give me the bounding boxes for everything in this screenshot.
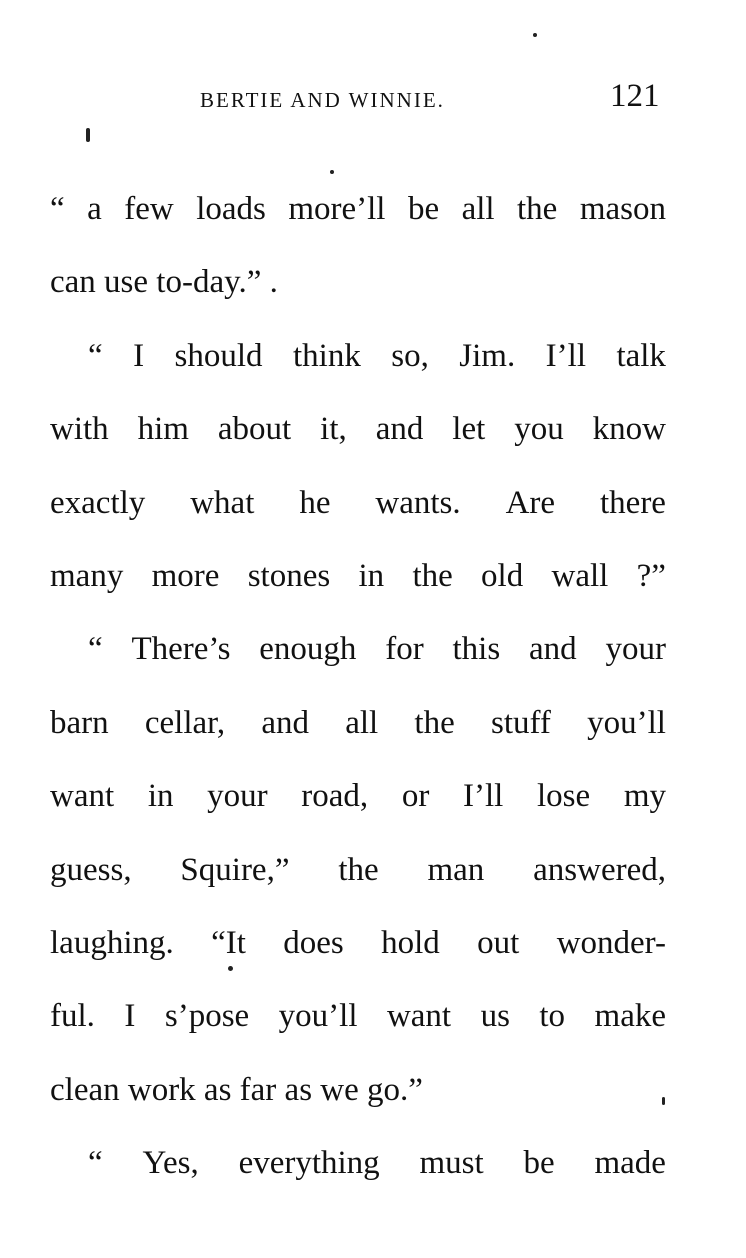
print-speck bbox=[330, 170, 334, 174]
text-line: guess, Squire,” the man answered, bbox=[50, 851, 666, 888]
text-line: laughing. “It does hold out wonder- bbox=[50, 924, 666, 961]
running-head: BERTIE AND WINNIE. bbox=[200, 88, 445, 112]
text-line: “ I should think so, Jim. I’ll talk bbox=[88, 337, 666, 374]
text-line: clean work as far as we go.” bbox=[50, 1071, 423, 1108]
print-speck bbox=[533, 33, 537, 37]
text-line: “ There’s enough for this and your bbox=[88, 631, 666, 668]
text-line: want in your road, or I’ll lose my bbox=[50, 778, 666, 815]
print-speck bbox=[662, 1097, 665, 1105]
text-line: can use to-day.” . bbox=[50, 264, 278, 301]
text-line: barn cellar, and all the stuff you’ll bbox=[50, 704, 666, 741]
page-number: 121 bbox=[610, 78, 660, 114]
text-line: with him about it, and let you know bbox=[50, 411, 666, 448]
text-line: exactly what he wants. Are there bbox=[50, 484, 666, 521]
print-speck bbox=[86, 128, 90, 142]
text-line: “ Yes, everything must be made bbox=[88, 1145, 666, 1182]
text-line: “ a few loads more’ll be all the mason bbox=[50, 191, 666, 227]
body-text bbox=[50, 182, 666, 1209]
print-speck bbox=[228, 966, 233, 971]
text-line: many more stones in the old wall ?” bbox=[50, 557, 666, 594]
text-line: ful. I s’pose you’ll want us to make bbox=[50, 998, 666, 1035]
